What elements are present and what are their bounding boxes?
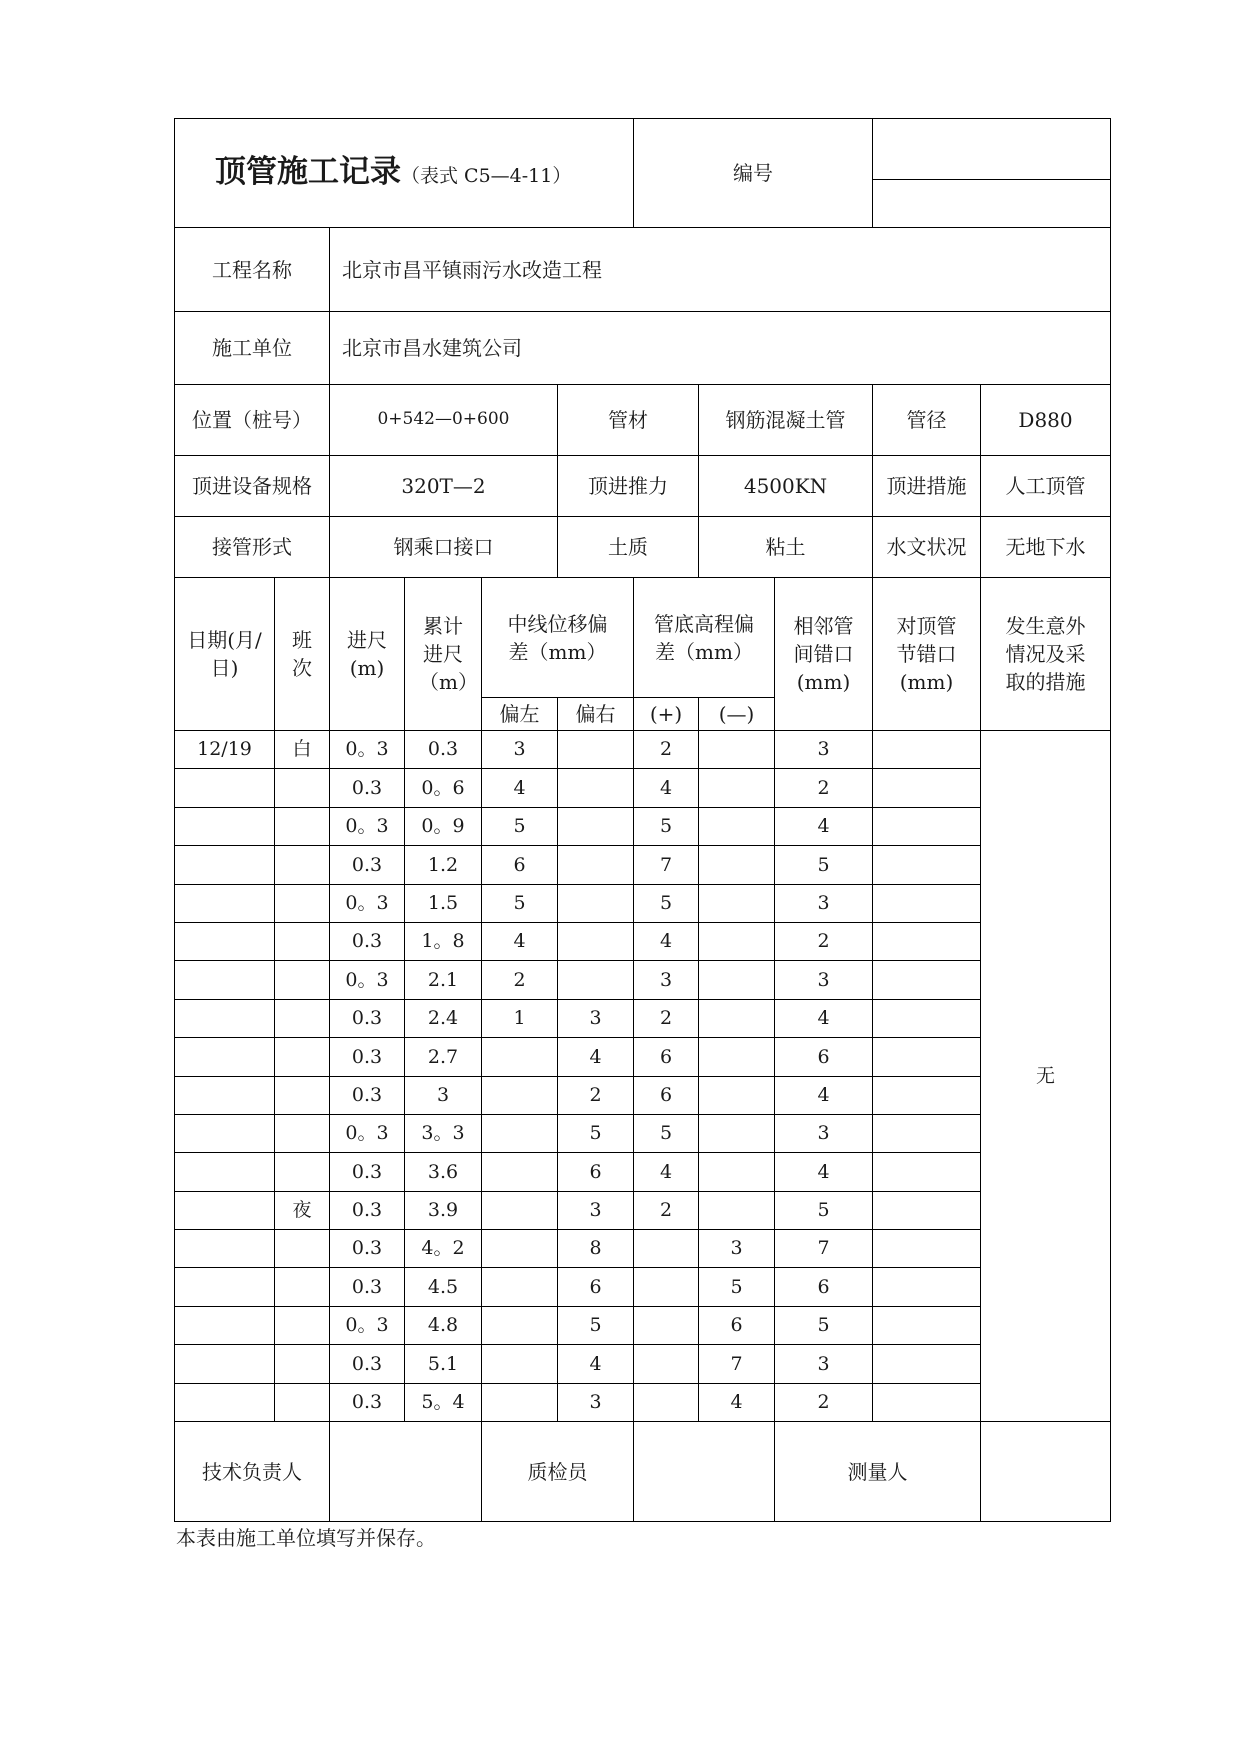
table-row <box>175 731 1111 769</box>
form-code: （表式 C5—4-11） <box>401 165 572 188</box>
advance-cell[interactable]: 0.3 <box>330 846 405 884</box>
joint-offset-cell[interactable] <box>873 1230 981 1268</box>
record-rows <box>175 731 1111 1422</box>
left-deviation-cell[interactable] <box>482 1038 558 1076</box>
shift-cell[interactable] <box>275 769 330 807</box>
elevation-minus-cell[interactable]: 3 <box>699 1230 775 1268</box>
left-deviation-cell[interactable] <box>482 1076 558 1114</box>
cumulative-cell[interactable]: 3。3 <box>405 1114 482 1152</box>
elevation-plus-cell[interactable] <box>634 1306 699 1344</box>
thrust-label: 顶进推力 <box>558 456 699 517</box>
elevation-minus-cell[interactable] <box>699 731 775 769</box>
cumulative-cell[interactable]: 2.4 <box>405 999 482 1037</box>
hydrology-value[interactable]: 无地下水 <box>981 517 1111 578</box>
date-cell[interactable] <box>175 807 275 845</box>
joint-type-value[interactable]: 钢乘口接口 <box>330 517 558 578</box>
shift-cell[interactable] <box>275 1114 330 1152</box>
elevation-plus-cell[interactable]: 3 <box>634 961 699 999</box>
elevation-plus-cell[interactable]: 4 <box>634 769 699 807</box>
table-row <box>175 1383 1111 1421</box>
left-deviation-cell[interactable] <box>482 1268 558 1306</box>
shift-cell[interactable] <box>275 1345 330 1383</box>
shift-cell[interactable] <box>275 884 330 922</box>
joint-offset-cell[interactable] <box>873 1153 981 1191</box>
right-deviation-cell[interactable]: 2 <box>558 1076 634 1114</box>
material-value[interactable]: 钢筋混凝土管 <box>699 385 873 456</box>
joint-offset-cell[interactable] <box>873 1114 981 1152</box>
elevation-minus-cell[interactable] <box>699 922 775 960</box>
advance-cell[interactable]: 0.3 <box>330 1076 405 1114</box>
elevation-plus-cell[interactable]: 5 <box>634 884 699 922</box>
date-cell[interactable] <box>175 1268 275 1306</box>
advance-cell[interactable]: 0。3 <box>330 1306 405 1344</box>
cumulative-cell[interactable]: 0。6 <box>405 769 482 807</box>
construction-unit-label: 施工单位 <box>175 312 330 385</box>
left-deviation-cell[interactable] <box>482 1345 558 1383</box>
tech-lead-label: 技术负责人 <box>175 1422 330 1522</box>
date-cell[interactable] <box>175 846 275 884</box>
shift-cell[interactable] <box>275 1268 330 1306</box>
date-cell[interactable] <box>175 1191 275 1229</box>
project-name-label: 工程名称 <box>175 228 330 312</box>
tech-lead-signature[interactable] <box>330 1422 482 1522</box>
cumulative-cell[interactable]: 5。4 <box>405 1383 482 1421</box>
position-label: 位置（桩号） <box>175 385 330 456</box>
joint-offset-cell[interactable] <box>873 1383 981 1421</box>
joint-offset-cell[interactable] <box>873 961 981 999</box>
right-deviation-cell[interactable] <box>558 922 634 960</box>
shift-cell[interactable] <box>275 1306 330 1344</box>
elevation-plus-cell[interactable]: 6 <box>634 1076 699 1114</box>
left-deviation-cell[interactable] <box>482 1114 558 1152</box>
header-elevation-deviation: 管底高程偏差（mm） <box>634 578 775 698</box>
cumulative-cell[interactable]: 3 <box>405 1076 482 1114</box>
advance-cell[interactable]: 0.3 <box>330 1191 405 1229</box>
construction-record-table <box>174 118 1111 1522</box>
joint-offset-cell[interactable] <box>873 1306 981 1344</box>
adjacent-offset-cell[interactable]: 3 <box>775 1114 873 1152</box>
advance-cell[interactable]: 0。3 <box>330 961 405 999</box>
joint-offset-cell[interactable] <box>873 999 981 1037</box>
advance-cell[interactable]: 0.3 <box>330 1038 405 1076</box>
form-title <box>175 119 634 228</box>
left-deviation-cell[interactable]: 4 <box>482 922 558 960</box>
table-row <box>175 1268 1111 1306</box>
cumulative-cell[interactable]: 0。9 <box>405 807 482 845</box>
advance-cell[interactable]: 0。3 <box>330 807 405 845</box>
date-cell[interactable] <box>175 884 275 922</box>
elevation-plus-cell[interactable] <box>634 1383 699 1421</box>
elevation-minus-cell[interactable] <box>699 1153 775 1191</box>
adjacent-offset-cell[interactable]: 3 <box>775 731 873 769</box>
number-field-2[interactable] <box>873 180 1111 228</box>
adjacent-offset-cell[interactable]: 4 <box>775 999 873 1037</box>
elevation-minus-cell[interactable] <box>699 1076 775 1114</box>
inspector-signature[interactable] <box>634 1422 775 1522</box>
left-deviation-cell[interactable]: 4 <box>482 769 558 807</box>
elevation-minus-cell[interactable] <box>699 807 775 845</box>
right-deviation-cell[interactable] <box>558 884 634 922</box>
shift-cell[interactable] <box>275 999 330 1037</box>
header-shift: 班次 <box>275 578 330 731</box>
table-row <box>175 846 1111 884</box>
right-deviation-cell[interactable]: 4 <box>558 1345 634 1383</box>
header-cumulative: 累计进尺（m） <box>405 578 482 731</box>
left-deviation-cell[interactable]: 5 <box>482 884 558 922</box>
advance-cell[interactable]: 0。3 <box>330 1114 405 1152</box>
date-cell[interactable] <box>175 1306 275 1344</box>
table-row <box>175 807 1111 845</box>
joint-offset-cell[interactable] <box>873 731 981 769</box>
right-deviation-cell[interactable]: 3 <box>558 1191 634 1229</box>
shift-cell[interactable] <box>275 807 330 845</box>
project-name-value[interactable]: 北京市昌平镇雨污水改造工程 <box>330 228 1111 312</box>
date-cell[interactable] <box>175 961 275 999</box>
left-deviation-cell[interactable] <box>482 1153 558 1191</box>
adjacent-offset-cell[interactable]: 3 <box>775 961 873 999</box>
elevation-plus-cell[interactable]: 7 <box>634 846 699 884</box>
number-field-1[interactable] <box>873 119 1111 180</box>
right-deviation-cell[interactable] <box>558 807 634 845</box>
date-cell[interactable] <box>175 1230 275 1268</box>
table-row <box>175 1076 1111 1114</box>
date-cell[interactable] <box>175 1076 275 1114</box>
header-incident: 发生意外情况及采取的措施 <box>981 578 1111 731</box>
shift-cell[interactable]: 夜 <box>275 1191 330 1229</box>
header-centerline-deviation: 中线位移偏差（mm） <box>482 578 634 698</box>
adjacent-offset-cell[interactable]: 7 <box>775 1230 873 1268</box>
date-cell[interactable] <box>175 1345 275 1383</box>
table-row <box>175 884 1111 922</box>
table-row <box>175 1191 1111 1229</box>
header-joint-offset: 对顶管节错口(mm) <box>873 578 981 731</box>
surveyor-signature[interactable] <box>981 1422 1111 1522</box>
header-left: 偏左 <box>482 698 558 731</box>
right-deviation-cell[interactable]: 8 <box>558 1230 634 1268</box>
left-deviation-cell[interactable]: 5 <box>482 807 558 845</box>
table-row <box>175 961 1111 999</box>
footer-note: 本表由施工单位填写并保存。 <box>176 1526 436 1550</box>
adjacent-offset-cell[interactable]: 4 <box>775 807 873 845</box>
joint-offset-cell[interactable] <box>873 846 981 884</box>
elevation-minus-cell[interactable] <box>699 769 775 807</box>
header-plus: (+) <box>634 698 699 731</box>
adjacent-offset-cell[interactable]: 2 <box>775 1383 873 1421</box>
table-row <box>175 769 1111 807</box>
right-deviation-cell[interactable]: 3 <box>558 999 634 1037</box>
cumulative-cell[interactable]: 1。8 <box>405 922 482 960</box>
elevation-minus-cell[interactable]: 4 <box>699 1383 775 1421</box>
joint-offset-cell[interactable] <box>873 807 981 845</box>
advance-cell[interactable]: 0.3 <box>330 769 405 807</box>
elevation-minus-cell[interactable] <box>699 846 775 884</box>
elevation-plus-cell[interactable] <box>634 1345 699 1383</box>
table-row <box>175 1038 1111 1076</box>
joint-offset-cell[interactable] <box>873 884 981 922</box>
right-deviation-cell[interactable] <box>558 961 634 999</box>
elevation-minus-cell[interactable] <box>699 1038 775 1076</box>
adjacent-offset-cell[interactable]: 6 <box>775 1038 873 1076</box>
shift-cell[interactable] <box>275 961 330 999</box>
advance-cell[interactable]: 0.3 <box>330 1268 405 1306</box>
table-row <box>175 1230 1111 1268</box>
shift-cell[interactable] <box>275 846 330 884</box>
date-cell[interactable] <box>175 769 275 807</box>
form-title-main: 顶管施工记录 <box>215 154 401 191</box>
date-cell[interactable]: 12/19 <box>175 731 275 769</box>
cumulative-cell[interactable]: 1.2 <box>405 846 482 884</box>
incident-value[interactable]: 无 <box>981 731 1111 1422</box>
right-deviation-cell[interactable] <box>558 846 634 884</box>
joint-offset-cell[interactable] <box>873 1268 981 1306</box>
right-deviation-cell[interactable]: 3 <box>558 1383 634 1421</box>
advance-cell[interactable]: 0.3 <box>330 999 405 1037</box>
left-deviation-cell[interactable]: 6 <box>482 846 558 884</box>
header-minus: (—) <box>699 698 775 731</box>
joint-offset-cell[interactable] <box>873 1076 981 1114</box>
advance-cell[interactable]: 0.3 <box>330 1345 405 1383</box>
table-row <box>175 999 1111 1037</box>
signature-row <box>175 1422 1111 1522</box>
cumulative-cell[interactable]: 4.5 <box>405 1268 482 1306</box>
shift-cell[interactable] <box>275 1038 330 1076</box>
elevation-plus-cell[interactable]: 2 <box>634 1191 699 1229</box>
joint-offset-cell[interactable] <box>873 922 981 960</box>
cumulative-cell[interactable]: 1.5 <box>405 884 482 922</box>
adjacent-offset-cell[interactable]: 4 <box>775 1153 873 1191</box>
cumulative-cell[interactable]: 2.1 <box>405 961 482 999</box>
construction-unit-value[interactable]: 北京市昌水建筑公司 <box>330 312 1111 385</box>
right-deviation-cell[interactable] <box>558 731 634 769</box>
left-deviation-cell[interactable]: 1 <box>482 999 558 1037</box>
date-cell[interactable] <box>175 1153 275 1191</box>
advance-cell[interactable]: 0.3 <box>330 922 405 960</box>
elevation-plus-cell[interactable]: 2 <box>634 999 699 1037</box>
advance-cell[interactable]: 0。3 <box>330 884 405 922</box>
left-deviation-cell[interactable] <box>482 1191 558 1229</box>
elevation-minus-cell[interactable] <box>699 1191 775 1229</box>
elevation-minus-cell[interactable]: 7 <box>699 1345 775 1383</box>
elevation-minus-cell[interactable]: 6 <box>699 1306 775 1344</box>
shift-cell[interactable] <box>275 1230 330 1268</box>
elevation-plus-cell[interactable]: 4 <box>634 1153 699 1191</box>
table-row <box>175 1306 1111 1344</box>
advance-cell[interactable]: 0。3 <box>330 731 405 769</box>
elevation-plus-cell[interactable]: 6 <box>634 1038 699 1076</box>
equipment-label: 顶进设备规格 <box>175 456 330 517</box>
elevation-minus-cell[interactable] <box>699 884 775 922</box>
adjacent-offset-cell[interactable]: 5 <box>775 1306 873 1344</box>
right-deviation-cell[interactable]: 5 <box>558 1114 634 1152</box>
right-deviation-cell[interactable]: 5 <box>558 1306 634 1344</box>
header-right: 偏右 <box>558 698 634 731</box>
table-row <box>175 1153 1111 1191</box>
cumulative-cell[interactable]: 3.9 <box>405 1191 482 1229</box>
shift-cell[interactable]: 白 <box>275 731 330 769</box>
table-row <box>175 922 1111 960</box>
right-deviation-cell[interactable]: 6 <box>558 1268 634 1306</box>
right-deviation-cell[interactable]: 6 <box>558 1153 634 1191</box>
table-row <box>175 1345 1111 1383</box>
joint-offset-cell[interactable] <box>873 1191 981 1229</box>
elevation-plus-cell[interactable]: 2 <box>634 731 699 769</box>
elevation-minus-cell[interactable]: 5 <box>699 1268 775 1306</box>
soil-label: 土质 <box>558 517 699 578</box>
cumulative-cell[interactable]: 2.7 <box>405 1038 482 1076</box>
right-deviation-cell[interactable]: 4 <box>558 1038 634 1076</box>
elevation-plus-cell[interactable]: 5 <box>634 807 699 845</box>
elevation-minus-cell[interactable] <box>699 961 775 999</box>
header-date: 日期(月/日) <box>175 578 275 731</box>
date-cell[interactable] <box>175 922 275 960</box>
left-deviation-cell[interactable]: 3 <box>482 731 558 769</box>
advance-cell[interactable]: 0.3 <box>330 1230 405 1268</box>
adjacent-offset-cell[interactable]: 6 <box>775 1268 873 1306</box>
header-advance: 进尺(m) <box>330 578 405 731</box>
shift-cell[interactable] <box>275 1383 330 1421</box>
cumulative-cell[interactable]: 5.1 <box>405 1345 482 1383</box>
position-value[interactable]: 0+542—0+600 <box>330 385 558 456</box>
elevation-plus-cell[interactable]: 5 <box>634 1114 699 1152</box>
adjacent-offset-cell[interactable]: 2 <box>775 769 873 807</box>
cumulative-cell[interactable]: 4.8 <box>405 1306 482 1344</box>
jacking-measure-label: 顶进措施 <box>873 456 981 517</box>
thrust-value[interactable]: 4500KN <box>699 456 873 517</box>
joint-type-label: 接管形式 <box>175 517 330 578</box>
diameter-label: 管径 <box>873 385 981 456</box>
cumulative-cell[interactable]: 3.6 <box>405 1153 482 1191</box>
advance-cell[interactable]: 0.3 <box>330 1383 405 1421</box>
equipment-value[interactable]: 320T—2 <box>330 456 558 517</box>
adjacent-offset-cell[interactable]: 5 <box>775 846 873 884</box>
date-cell[interactable] <box>175 1383 275 1421</box>
date-cell[interactable] <box>175 1038 275 1076</box>
elevation-minus-cell[interactable] <box>699 1114 775 1152</box>
adjacent-offset-cell[interactable]: 2 <box>775 922 873 960</box>
elevation-plus-cell[interactable] <box>634 1268 699 1306</box>
date-cell[interactable] <box>175 1114 275 1152</box>
left-deviation-cell[interactable]: 2 <box>482 961 558 999</box>
cumulative-cell[interactable]: 0.3 <box>405 731 482 769</box>
material-label: 管材 <box>558 385 699 456</box>
cumulative-cell[interactable]: 4。2 <box>405 1230 482 1268</box>
joint-offset-cell[interactable] <box>873 769 981 807</box>
right-deviation-cell[interactable] <box>558 769 634 807</box>
advance-cell[interactable]: 0.3 <box>330 1153 405 1191</box>
soil-value[interactable]: 粘土 <box>699 517 873 578</box>
left-deviation-cell[interactable] <box>482 1230 558 1268</box>
header-adjacent-offset: 相邻管间错口(mm) <box>775 578 873 731</box>
joint-offset-cell[interactable] <box>873 1345 981 1383</box>
elevation-plus-cell[interactable] <box>634 1230 699 1268</box>
adjacent-offset-cell[interactable]: 4 <box>775 1076 873 1114</box>
shift-cell[interactable] <box>275 1076 330 1114</box>
shift-cell[interactable] <box>275 922 330 960</box>
adjacent-offset-cell[interactable]: 3 <box>775 1345 873 1383</box>
inspector-label: 质检员 <box>482 1422 634 1522</box>
left-deviation-cell[interactable] <box>482 1306 558 1344</box>
table-row <box>175 1114 1111 1152</box>
hydrology-label: 水文状况 <box>873 517 981 578</box>
date-cell[interactable] <box>175 999 275 1037</box>
surveyor-label: 测量人 <box>775 1422 981 1522</box>
diameter-value[interactable]: D880 <box>981 385 1111 456</box>
elevation-plus-cell[interactable]: 4 <box>634 922 699 960</box>
number-label: 编号 <box>634 119 873 228</box>
joint-offset-cell[interactable] <box>873 1038 981 1076</box>
elevation-minus-cell[interactable] <box>699 999 775 1037</box>
adjacent-offset-cell[interactable]: 5 <box>775 1191 873 1229</box>
shift-cell[interactable] <box>275 1153 330 1191</box>
adjacent-offset-cell[interactable]: 3 <box>775 884 873 922</box>
jacking-measure-value[interactable]: 人工顶管 <box>981 456 1111 517</box>
left-deviation-cell[interactable] <box>482 1383 558 1421</box>
